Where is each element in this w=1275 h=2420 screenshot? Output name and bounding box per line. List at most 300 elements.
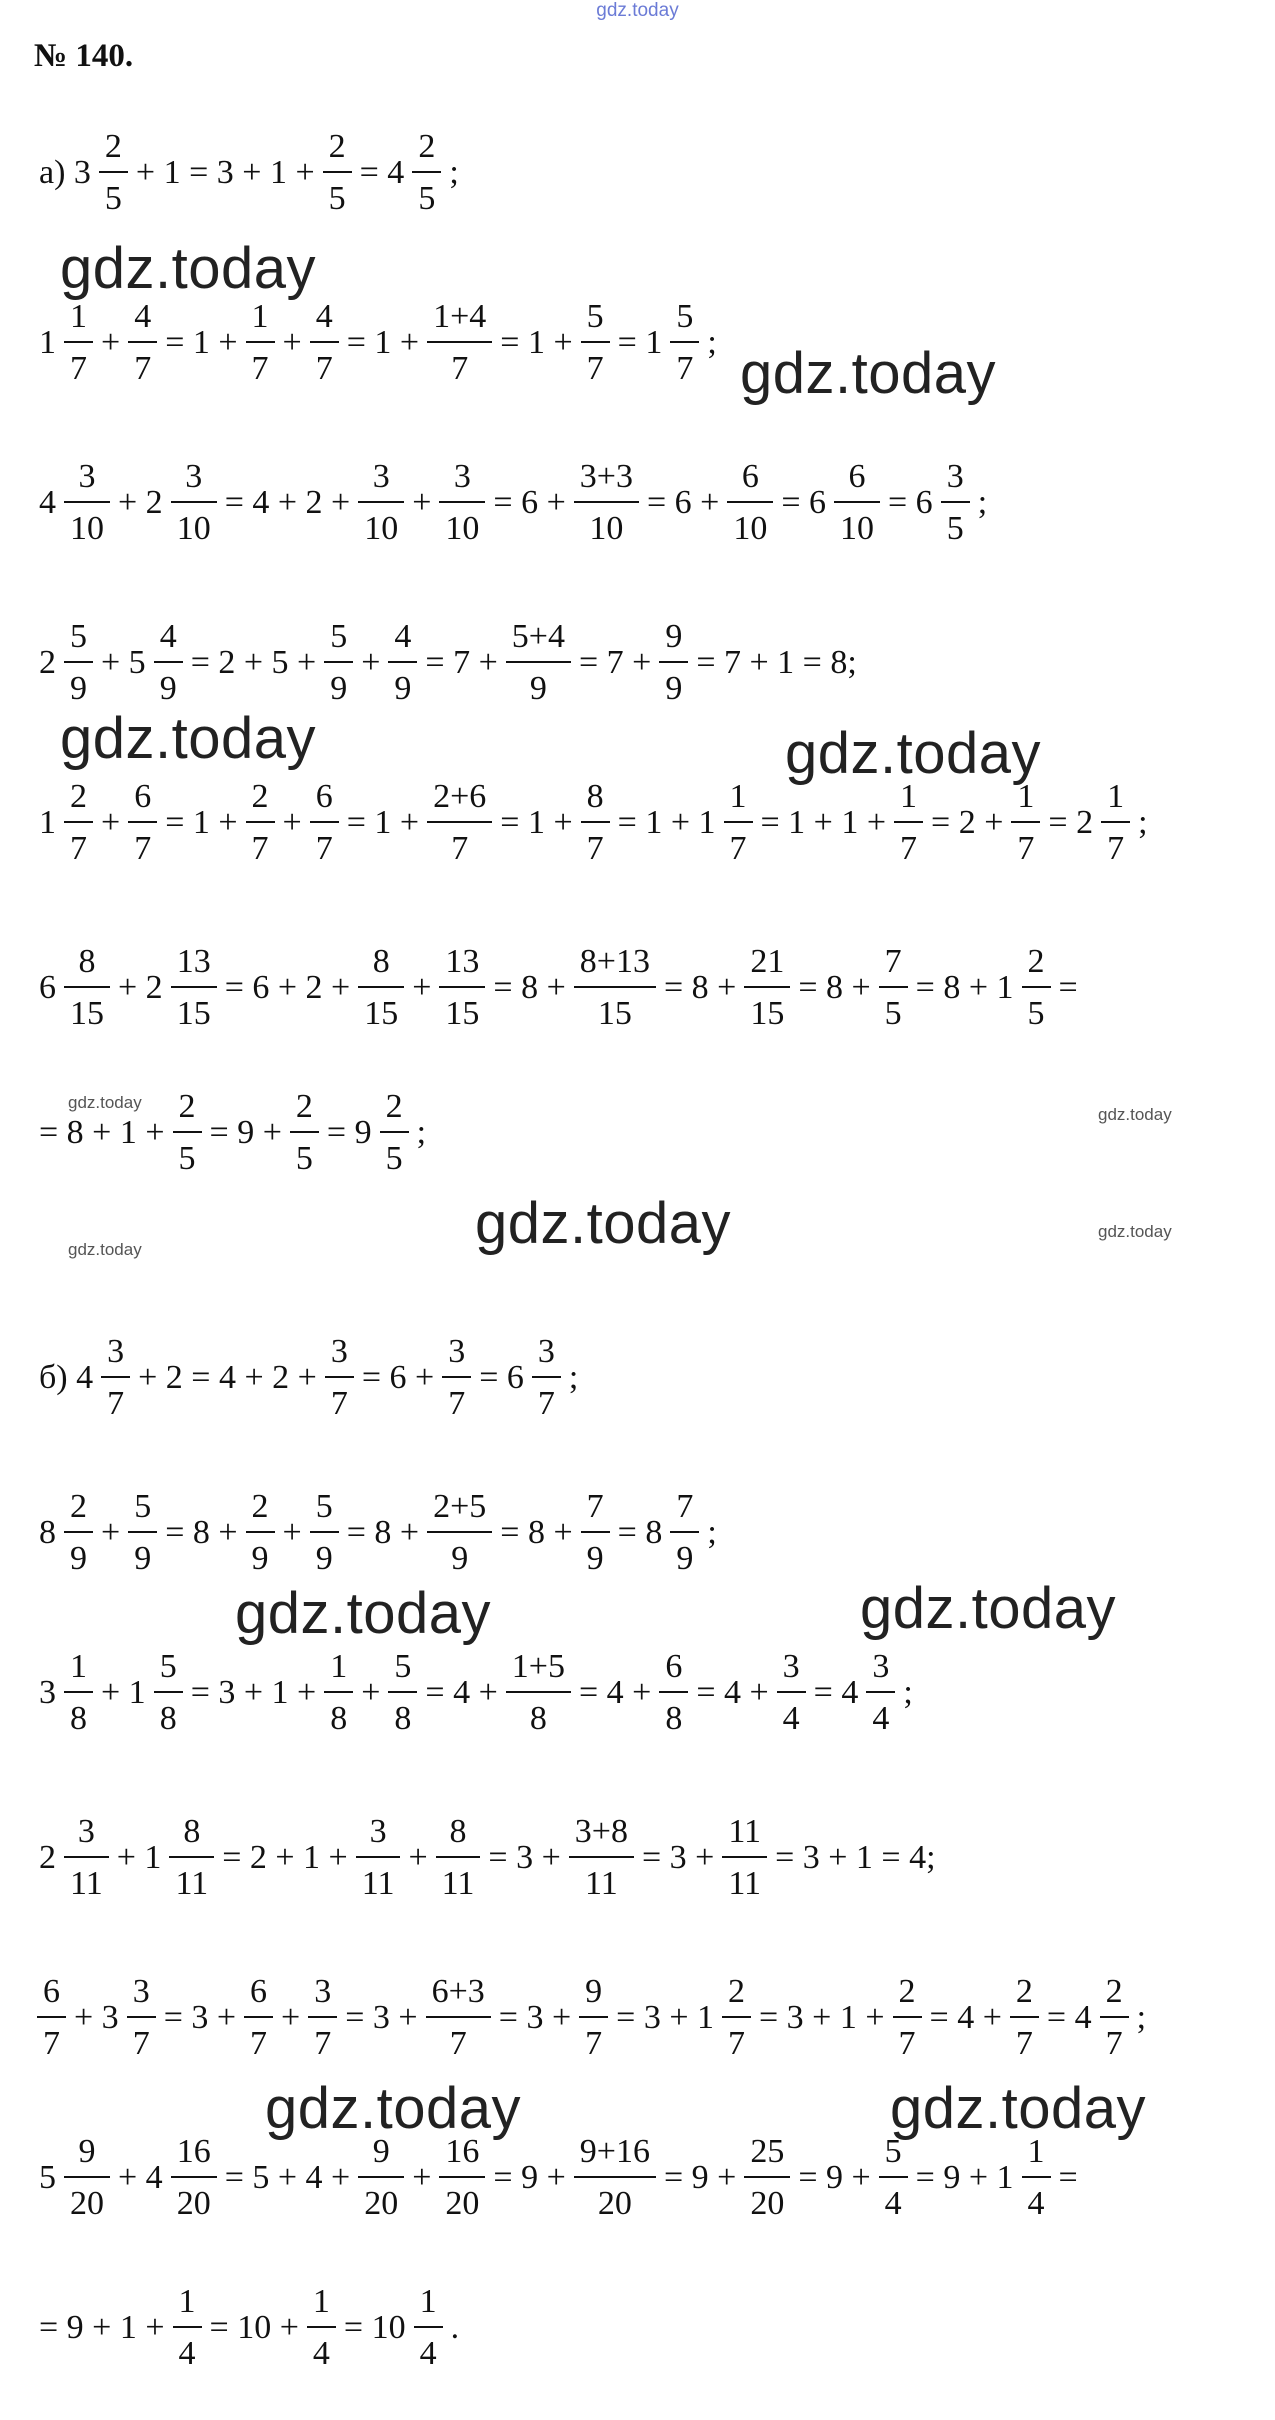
fraction-denominator: 7: [43, 2025, 60, 2062]
fraction-denominator: 7: [250, 2025, 268, 2062]
fraction: [154, 1650, 183, 1736]
fraction: [1100, 1975, 1129, 2061]
fraction-denominator: 5: [104, 180, 122, 217]
equation-text: = 3 + 1: [616, 1999, 714, 2036]
equation-text: = 9 + 1 +: [39, 2309, 165, 2346]
fraction: [436, 1815, 481, 1901]
fraction-denominator: 7: [70, 830, 87, 867]
fraction-denominator: 7: [451, 350, 469, 387]
equation-text: = 8 + 1 +: [39, 1114, 165, 1151]
fraction: [246, 780, 275, 866]
fraction: [724, 780, 753, 866]
equation-line: [34, 1650, 918, 1736]
fraction-numerator: 4: [315, 298, 333, 335]
equation-line: [34, 1335, 583, 1421]
fraction: [1022, 2135, 1051, 2221]
equation-text: +: [282, 1514, 302, 1551]
fraction-denominator: 7: [449, 2025, 467, 2062]
fraction: [358, 2135, 404, 2221]
fraction-denominator: 7: [315, 350, 333, 387]
fraction-numerator: 3: [77, 1813, 95, 1850]
fraction: [893, 1975, 922, 2061]
fraction: [324, 1650, 353, 1736]
equation-text: = 9 +: [798, 2159, 871, 2196]
fraction: [532, 1335, 561, 1421]
equation-text: + 2 = 4 + 2 +: [138, 1359, 317, 1396]
watermark-text: gdz.today: [60, 236, 317, 301]
fraction-denominator: 7: [448, 1385, 466, 1422]
fraction: [581, 780, 610, 866]
equation-line: [34, 130, 464, 216]
fraction-denominator: 20: [597, 2185, 632, 2222]
fraction: [290, 1090, 319, 1176]
fraction-numerator: 6+3: [431, 1973, 485, 2010]
fraction: [581, 1490, 610, 1576]
fraction: [388, 1650, 417, 1736]
equation-text: +: [412, 969, 432, 1006]
watermark-text: gdz.today: [475, 1191, 732, 1256]
fraction-denominator: 10: [70, 510, 104, 547]
fraction-numerator: 1: [251, 298, 269, 335]
equation-text: = 7 +: [578, 644, 652, 681]
fraction: [879, 945, 908, 1031]
fraction-denominator: 9: [665, 670, 683, 707]
fraction-denominator: 8: [394, 1700, 412, 1737]
equation-text: = 9 +: [209, 1114, 282, 1151]
equation-text: +: [412, 2159, 432, 2196]
fraction: [777, 1650, 806, 1736]
fraction-denominator: 5: [1027, 995, 1045, 1032]
fraction-denominator: 10: [176, 510, 211, 547]
equation-text: = 1 +: [346, 804, 420, 841]
fraction: [64, 2135, 110, 2221]
fraction-numerator: 1: [1017, 778, 1035, 815]
equation-text: = 9: [326, 1114, 372, 1151]
equation-text: = 4: [1046, 1999, 1092, 2036]
fraction-numerator: 5: [676, 298, 694, 335]
fraction-denominator: 7: [330, 1385, 348, 1422]
fraction: [171, 945, 217, 1031]
equation-text: а) 3: [39, 154, 91, 191]
fraction-numerator: 8: [372, 943, 390, 980]
fraction-denominator: 7: [728, 2025, 745, 2062]
fraction-denominator: 8: [665, 1700, 683, 1737]
equation-text: ;: [1136, 1999, 1147, 2036]
fraction-denominator: 5: [418, 180, 436, 217]
fraction-denominator: 20: [364, 2185, 399, 2222]
fraction-denominator: 7: [537, 1385, 555, 1422]
fraction: [99, 130, 128, 216]
equation-text: 3: [39, 1674, 56, 1711]
equation-text: = 2: [1048, 804, 1094, 841]
fraction: [325, 1335, 354, 1421]
fraction-denominator: 15: [597, 995, 632, 1032]
equation-text: 2: [39, 644, 56, 681]
equation-text: = 8 +: [346, 1514, 420, 1551]
fraction-denominator: 15: [445, 995, 480, 1032]
equation-text: ;: [707, 324, 717, 361]
fraction-numerator: 13: [176, 943, 211, 980]
fraction-numerator: 9: [585, 1973, 603, 2010]
fraction-denominator: 7: [900, 830, 918, 867]
equation-text: = 4 +: [578, 1674, 652, 1711]
fraction: [506, 620, 571, 706]
fraction-denominator: 10: [445, 510, 480, 547]
fraction: [37, 1975, 66, 2061]
fraction-denominator: 7: [1015, 2025, 1033, 2062]
fraction: [310, 780, 339, 866]
equation-text: + 1: [116, 1839, 162, 1876]
fraction-denominator: 8: [330, 1700, 348, 1737]
equation-text: = 8 +: [663, 969, 737, 1006]
fraction-numerator: 4: [394, 618, 412, 655]
fraction-denominator: 7: [586, 830, 604, 867]
fraction-denominator: 7: [1017, 830, 1035, 867]
equation-text: =: [1058, 2159, 1078, 2196]
fraction-denominator: 11: [70, 1865, 103, 1902]
equation-text: ;: [1138, 804, 1148, 841]
fraction: [412, 130, 441, 216]
equation-text: = 6: [781, 484, 826, 521]
fraction-numerator: 1: [729, 778, 747, 815]
fraction-denominator: 9: [70, 670, 87, 707]
equation-text: = 6: [888, 484, 933, 521]
equation-text: = 2 + 5 +: [190, 644, 317, 681]
watermark-text: gdz.today: [1098, 1222, 1172, 1241]
equation-text: = 6 +: [361, 1359, 435, 1396]
fraction: [442, 1335, 471, 1421]
fraction: [670, 1490, 699, 1576]
equation-text: ;: [449, 154, 459, 191]
fraction-numerator: 3: [537, 1333, 555, 1370]
fraction-denominator: 7: [70, 350, 87, 387]
fraction-denominator: 11: [441, 1865, 475, 1902]
equation-text: = 8 + 1: [915, 969, 1014, 1006]
fraction-numerator: 3: [448, 1333, 466, 1370]
equation-text: = 2 +: [931, 804, 1004, 841]
fraction-numerator: 3: [372, 458, 390, 495]
fraction-denominator: 7: [132, 2025, 150, 2062]
fraction-denominator: 7: [251, 830, 269, 867]
fraction-denominator: 4: [312, 2335, 330, 2372]
equation-text: = 3 + 1 = 4;: [775, 1839, 936, 1876]
equation-text: 8: [39, 1514, 56, 1551]
fraction-numerator: 7: [884, 943, 902, 980]
equation-text: +: [412, 484, 432, 521]
fraction-numerator: 13: [445, 943, 480, 980]
equation-line: [34, 1975, 1151, 2061]
fraction: [64, 1490, 93, 1576]
fraction-numerator: 3: [946, 458, 964, 495]
fraction: [574, 460, 639, 546]
fraction-denominator: 10: [733, 510, 768, 547]
fraction-numerator: 5: [134, 1488, 152, 1525]
fraction-numerator: 8: [183, 1813, 201, 1850]
fraction-denominator: 10: [364, 510, 399, 547]
fraction: [427, 780, 492, 866]
fraction: [439, 2135, 485, 2221]
fraction-numerator: 3: [314, 1973, 332, 2010]
fraction-numerator: 2: [70, 778, 87, 815]
fraction-denominator: 15: [364, 995, 399, 1032]
fraction-numerator: 3: [453, 458, 471, 495]
fraction-denominator: 7: [107, 1385, 125, 1422]
equation-text: =: [1058, 969, 1078, 1006]
equation-text: = 3 + 1 +: [190, 1674, 317, 1711]
fraction: [569, 1815, 634, 1901]
equation-text: = 1 +: [500, 324, 573, 361]
watermark-text: gdz.today: [785, 721, 1042, 786]
fraction-numerator: 5: [159, 1648, 177, 1685]
fraction-numerator: 1: [1107, 778, 1125, 815]
fraction-numerator: 2: [728, 1973, 745, 2010]
equation-text: 6: [39, 969, 56, 1006]
site-top-watermark: gdz.today: [596, 0, 679, 21]
fraction-denominator: 7: [1105, 2025, 1123, 2062]
fraction-denominator: 20: [70, 2185, 104, 2222]
fraction-denominator: 20: [445, 2185, 480, 2222]
fraction: [1010, 1975, 1039, 2061]
equation-text: = 7 +: [425, 644, 498, 681]
equation-text: = 8: [617, 1514, 663, 1551]
fraction-denominator: 7: [134, 830, 152, 867]
fraction: [744, 945, 790, 1031]
watermark-text: gdz.today: [1098, 1105, 1172, 1124]
fraction-numerator: 3: [330, 1333, 348, 1370]
equation-text: + 2: [118, 484, 163, 521]
fraction-denominator: 5: [178, 1140, 196, 1177]
fraction: [101, 1335, 130, 1421]
equation-text: ;: [903, 1674, 913, 1711]
fraction: [171, 2135, 217, 2221]
fraction: [581, 300, 610, 386]
fraction: [310, 1490, 339, 1576]
fraction-denominator: 15: [176, 995, 211, 1032]
fraction-numerator: 6: [665, 1648, 683, 1685]
equation-text: = 4 +: [696, 1674, 769, 1711]
fraction: [246, 300, 275, 386]
fraction-numerator: 9+16: [579, 2133, 650, 2170]
equation-text: = 6 +: [646, 484, 720, 521]
fraction-numerator: 9: [665, 618, 683, 655]
fraction-denominator: 7: [898, 2025, 916, 2062]
fraction-denominator: 7: [586, 350, 604, 387]
equation-text: = 4 +: [929, 1999, 1002, 2036]
fraction-numerator: 16: [176, 2133, 211, 2170]
equation-text: = 3 +: [488, 1839, 561, 1876]
equation-line: [34, 1490, 722, 1576]
fraction: [722, 1815, 767, 1901]
fraction-denominator: 5: [295, 1140, 313, 1177]
fraction-denominator: 7: [315, 830, 333, 867]
equation-text: +: [101, 804, 121, 841]
fraction-denominator: 8: [70, 1700, 87, 1737]
fraction-numerator: 5: [70, 618, 87, 655]
fraction-numerator: 9: [78, 2133, 96, 2170]
fraction: [64, 620, 93, 706]
fraction-numerator: 2: [251, 1488, 269, 1525]
equation-text: ;: [568, 1359, 579, 1396]
fraction-numerator: 5: [884, 2133, 902, 2170]
fraction-numerator: 3+8: [574, 1813, 628, 1850]
equation-text: = 1 +: [165, 324, 238, 361]
fraction-denominator: 7: [314, 2025, 332, 2062]
equation-text: = 2 + 1 +: [222, 1839, 348, 1876]
fraction: [744, 2135, 790, 2221]
equation-text: + 5: [101, 644, 146, 681]
fraction-denominator: 8: [529, 1700, 547, 1737]
fraction: [169, 1815, 214, 1901]
equation-text: = 5 + 4 +: [224, 2159, 351, 2196]
equation-text: = 6 +: [493, 484, 566, 521]
fraction: [427, 1490, 492, 1576]
fraction-numerator: 1: [900, 778, 918, 815]
fraction-numerator: 25: [750, 2133, 785, 2170]
equation-text: = 4 +: [425, 1674, 498, 1711]
equation-text: = 4: [813, 1674, 859, 1711]
equation-text: = 1 + 1: [617, 804, 716, 841]
equation-text: = 1 +: [346, 324, 420, 361]
fraction: [426, 1975, 491, 2061]
equation-text: = 9 +: [493, 2159, 566, 2196]
equation-text: + 1: [101, 1674, 146, 1711]
fraction-numerator: 3: [185, 458, 203, 495]
fraction: [171, 460, 217, 546]
fraction-numerator: 4: [134, 298, 152, 335]
equation-text: = 3 + 1 +: [759, 1999, 885, 2036]
fraction: [244, 1975, 273, 2061]
fraction-numerator: 1: [70, 1648, 87, 1685]
equation-text: = 10: [343, 2309, 406, 2346]
fraction-numerator: 7: [586, 1488, 604, 1525]
fraction-numerator: 3+3: [579, 458, 633, 495]
fraction-denominator: 11: [584, 1865, 618, 1902]
fraction-numerator: 16: [445, 2133, 480, 2170]
fraction-numerator: 6: [315, 778, 333, 815]
equation-text: +: [282, 804, 302, 841]
equation-text: +: [281, 1999, 301, 2036]
fraction-denominator: 7: [729, 830, 747, 867]
fraction-denominator: 9: [134, 1540, 152, 1577]
equation-text: б) 4: [39, 1359, 94, 1396]
fraction-denominator: 5: [328, 180, 346, 217]
equation-text: = 6 + 2 +: [224, 969, 351, 1006]
equation-text: = 4 + 2 +: [224, 484, 351, 521]
fraction-denominator: 9: [586, 1540, 604, 1577]
fraction-denominator: 9: [394, 670, 412, 707]
equation-text: 4: [39, 484, 56, 521]
fraction: [579, 1975, 608, 2061]
fraction-denominator: 20: [750, 2185, 785, 2222]
fraction: [358, 945, 404, 1031]
equation-text: = 7 + 1 = 8;: [696, 644, 857, 681]
fraction-numerator: 5: [586, 298, 604, 335]
equation-text: 1: [39, 324, 56, 361]
fraction-numerator: 6: [741, 458, 759, 495]
fraction-denominator: 11: [175, 1865, 209, 1902]
fraction-denominator: 10: [840, 510, 874, 547]
watermark-text: gdz.today: [60, 706, 317, 771]
equation-line: [34, 2135, 1083, 2221]
equation-text: = 3 +: [498, 1999, 572, 2036]
equation-text: = 8 +: [493, 969, 566, 1006]
fraction-numerator: 1: [330, 1648, 348, 1685]
fraction-numerator: 21: [750, 943, 785, 980]
fraction: [64, 945, 110, 1031]
watermark-text: gdz.today: [235, 1581, 492, 1646]
fraction-numerator: 2: [104, 128, 122, 165]
fraction: [358, 460, 404, 546]
fraction-numerator: 7: [676, 1488, 694, 1525]
fraction: [323, 130, 352, 216]
fraction-numerator: 3: [132, 1973, 150, 2010]
fraction-denominator: 4: [1027, 2185, 1045, 2222]
fraction-denominator: 7: [1107, 830, 1125, 867]
fraction: [308, 1975, 337, 2061]
equation-line: [34, 780, 1153, 866]
watermark-text: gdz.today: [68, 1240, 142, 1259]
fraction-denominator: 9: [70, 1540, 87, 1577]
equation-text: = 3 +: [163, 1999, 237, 2036]
fraction-denominator: 9: [529, 670, 547, 707]
fraction: [879, 2135, 908, 2221]
fraction: [727, 460, 773, 546]
equation-text: 2: [39, 1839, 56, 1876]
fraction: [427, 300, 492, 386]
fraction-denominator: 5: [385, 1140, 403, 1177]
fraction-denominator: 4: [782, 1700, 800, 1737]
watermark-text: gdz.today: [890, 2076, 1147, 2141]
fraction: [64, 460, 110, 546]
fraction-denominator: 7: [676, 350, 694, 387]
equation-text: +: [282, 324, 302, 361]
fraction-denominator: 5: [884, 995, 902, 1032]
equation-text: = 9 + 1: [915, 2159, 1014, 2196]
fraction-denominator: 9: [451, 1540, 469, 1577]
equation-text: + 2: [118, 969, 163, 1006]
fraction-numerator: 1: [419, 2283, 437, 2320]
fraction-numerator: 4: [159, 618, 177, 655]
fraction-denominator: 7: [585, 2025, 603, 2062]
fraction-numerator: 1: [178, 2283, 196, 2320]
fraction: [1011, 780, 1040, 866]
fraction: [1101, 780, 1130, 866]
equation-text: .: [450, 2309, 460, 2346]
equation-text: +: [361, 1674, 381, 1711]
fraction: [246, 1490, 275, 1576]
equation-text: = 8 +: [500, 1514, 573, 1551]
fraction-numerator: 2: [1027, 943, 1045, 980]
fraction-denominator: 4: [178, 2335, 196, 2372]
fraction-numerator: 2: [251, 778, 269, 815]
equation-line: [34, 945, 1083, 1031]
fraction-numerator: 8+13: [579, 943, 650, 980]
fraction-denominator: 11: [728, 1865, 762, 1902]
watermark-text: gdz.today: [860, 1576, 1117, 1641]
equation-text: +: [101, 1514, 121, 1551]
equation-line: [34, 1815, 941, 1901]
fraction-numerator: 1: [1027, 2133, 1045, 2170]
fraction-denominator: 4: [884, 2185, 902, 2222]
fraction-denominator: 4: [872, 1700, 890, 1737]
fraction-numerator: 5: [315, 1488, 333, 1525]
fraction: [439, 460, 485, 546]
equation-text: = 6: [479, 1359, 524, 1396]
fraction-numerator: 2: [1015, 1973, 1033, 2010]
fraction: [439, 945, 485, 1031]
fraction: [307, 2285, 336, 2371]
fraction-numerator: 3: [369, 1813, 387, 1850]
